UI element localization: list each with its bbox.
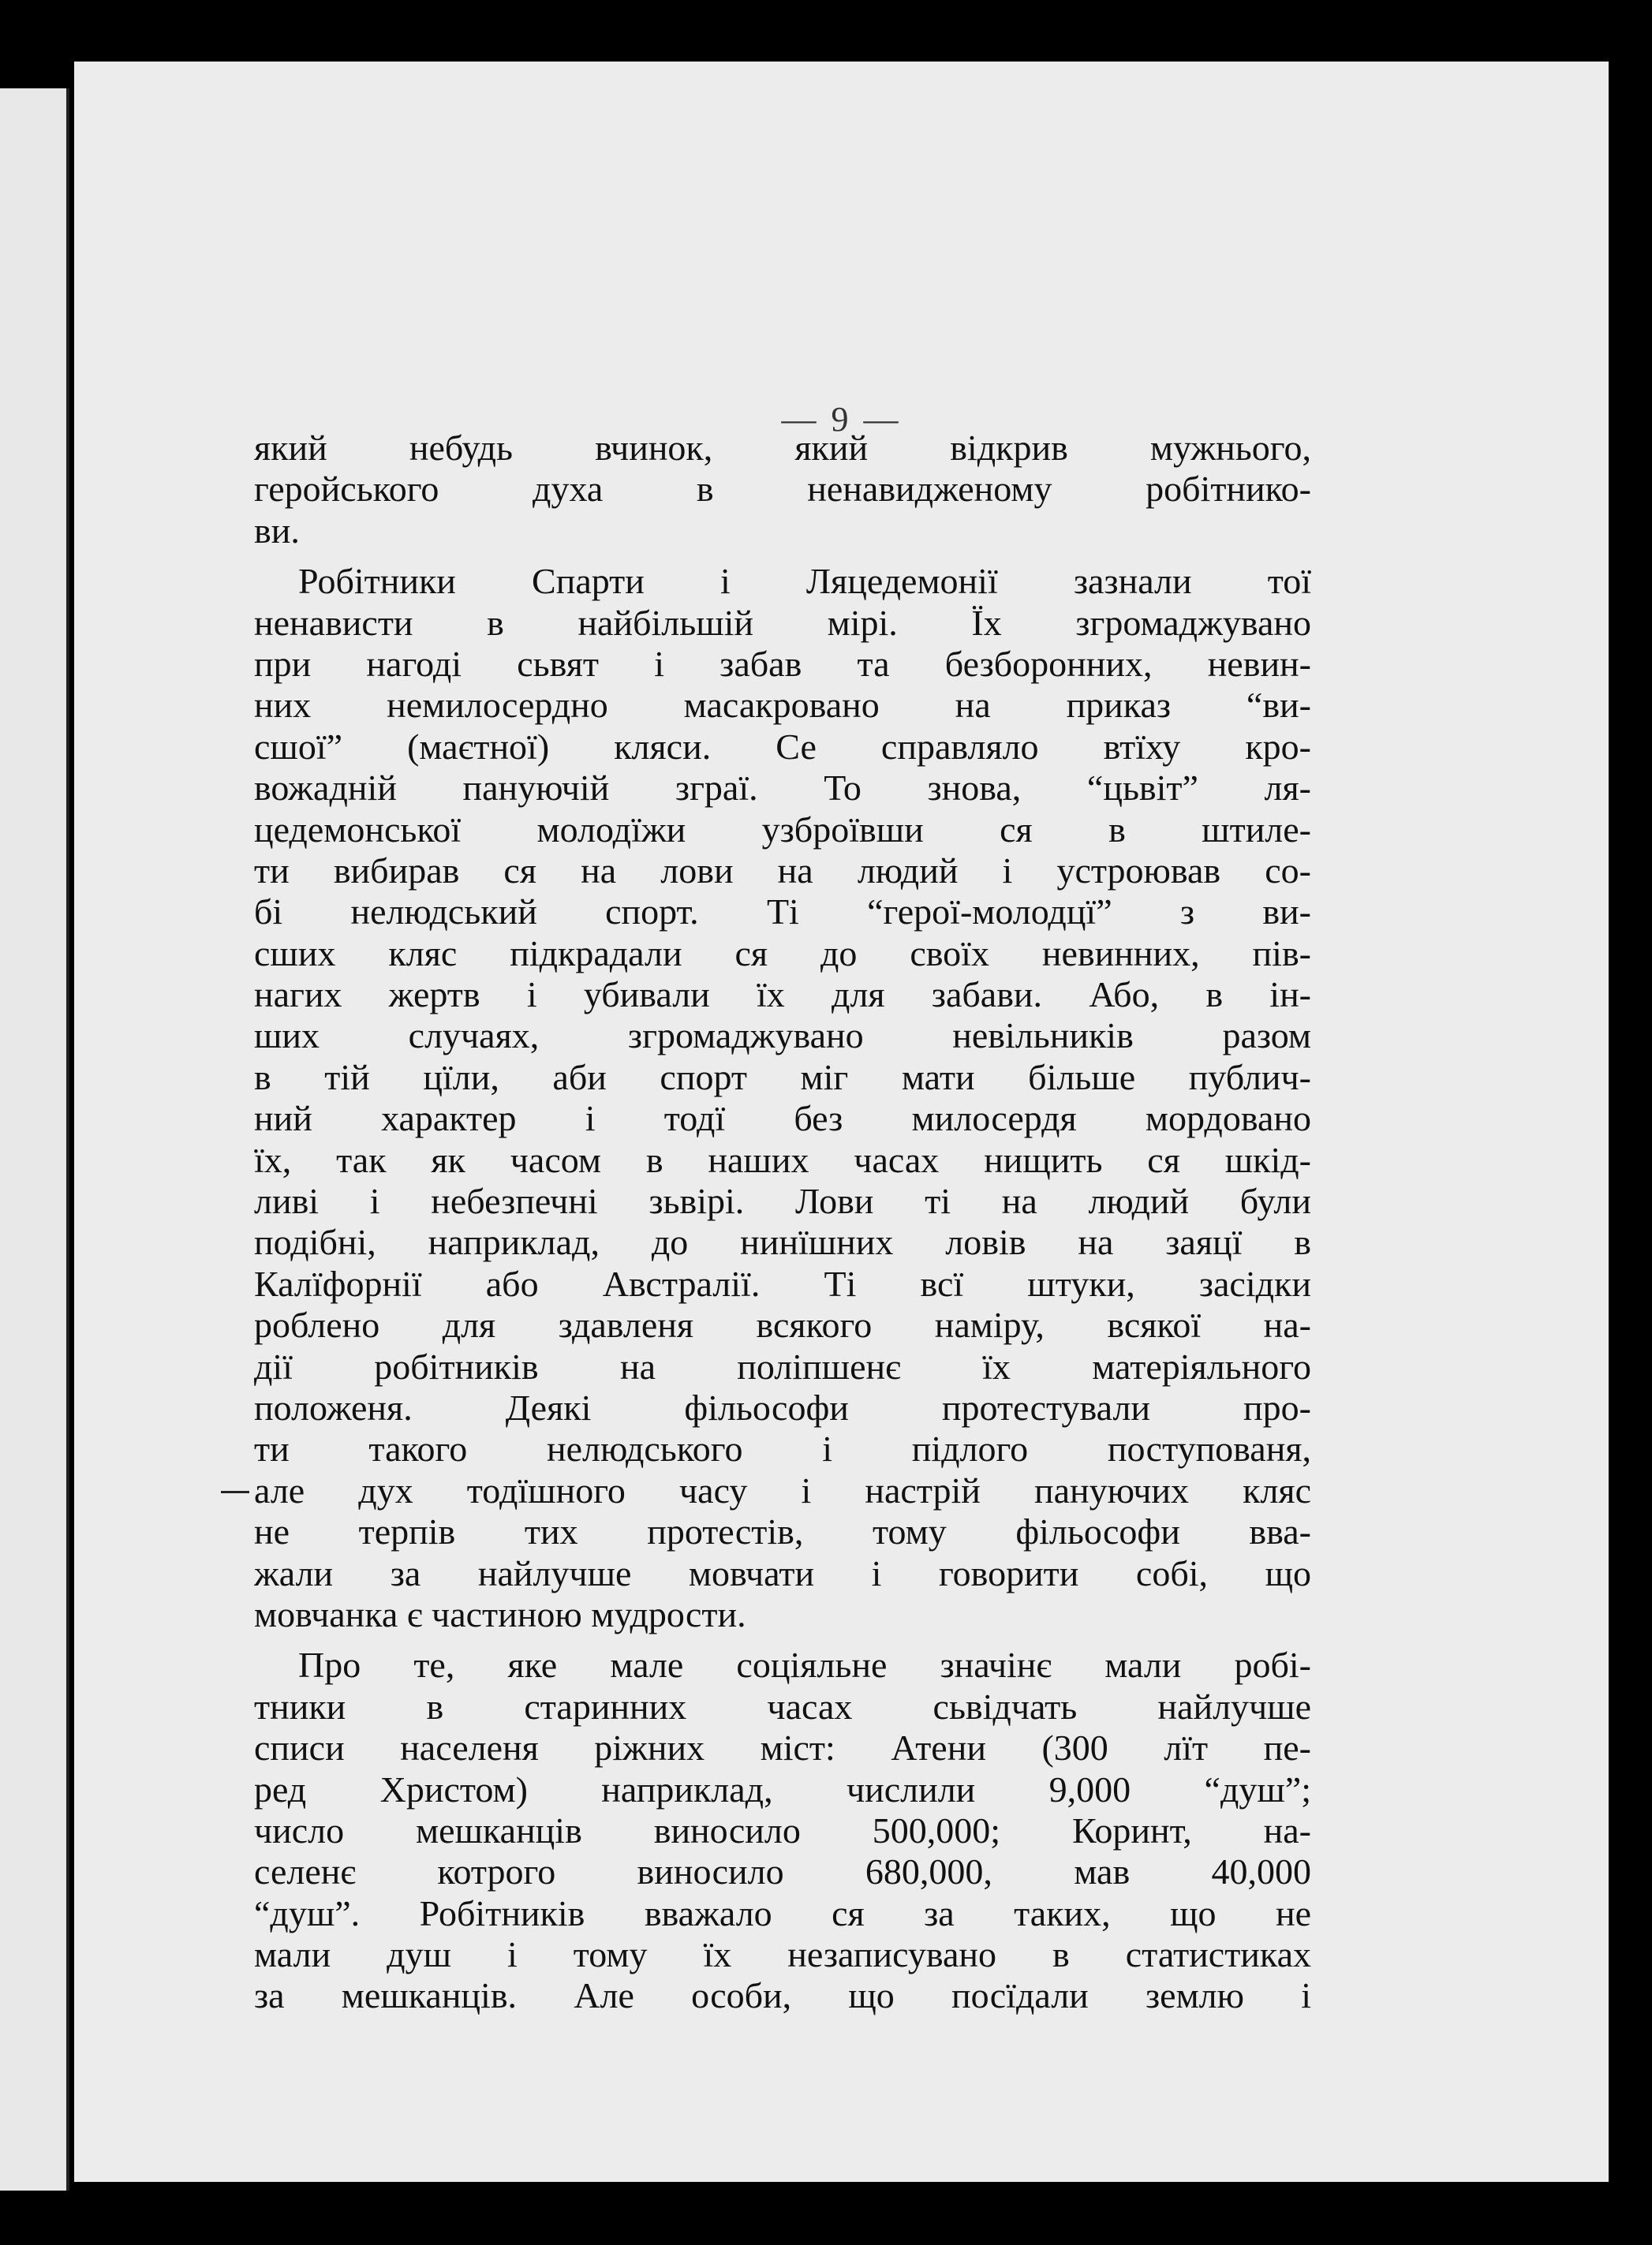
paragraph-gap (254, 1635, 1311, 1645)
text-line: них немилосердно масакровано на приказ “ви- (254, 685, 1311, 726)
text-line: ний характер і тодї без милосердя мордовано (254, 1098, 1311, 1139)
text-line: списи населеня ріжних міст: Атени (300 лїт пе- (254, 1728, 1311, 1769)
paragraph-gap (254, 551, 1311, 561)
text-line: Про те, яке мале соціяльне значінє мали робі- (298, 1645, 1311, 1686)
text-line: селенє котрого виносило 680,000, мав 40,000 (254, 1851, 1311, 1892)
text-line: сших кляс підкрадали ся до своїх невинних, пів- (254, 932, 1311, 973)
text-line: за мешканців. Але особи, що посїдали землю і (254, 1975, 1311, 2016)
text-line: “душ”. Робітників вважало ся за таких, що не (254, 1892, 1311, 1933)
text-line: при нагоді сьвят і забав та безборонних, невин- (254, 643, 1311, 684)
page-body-text (254, 428, 1311, 2017)
text-line: положеня. Деякі фільософи протестували про- (254, 1387, 1311, 1428)
text-line: ти вибирав ся на лови на людий і устроював со- (254, 850, 1311, 891)
text-line: ти такого нелюдського і підлого поступованя, (254, 1429, 1311, 1470)
text-line: ненависти в найбільшій мірі. Їх згромаджувано (254, 602, 1311, 643)
text-line: Калїфорнії або Австралії. Ті всї штуки, засідки (254, 1263, 1311, 1304)
previous-page-edge (0, 88, 69, 2191)
text-line: мали душ і тому їх незаписувано в статистиках (254, 1934, 1311, 1975)
text-line: подібні, наприклад, до нинїшних ловів на заяцї в (254, 1222, 1311, 1263)
text-line: ших случаях, згромаджувано невільників разом (254, 1015, 1311, 1056)
text-line: цедемонської молодїжи узброївши ся в штиле- (254, 809, 1311, 850)
text-line: Робітники Спарти і Ляцедемонії зазнали тої (298, 561, 1311, 602)
text-line: жали за найлучше мовчати і говорити собі, що (254, 1552, 1311, 1593)
text-line: сшої” (маєтної) кляси. Се справляло втїху кро- (254, 726, 1311, 767)
text-line: роблено для здавленя всякого наміру, всякої на- (254, 1305, 1311, 1346)
text-line: мовчанка є частиною мудрости. (254, 1593, 746, 1634)
text-line: геройського духа в ненавидженому робітнико- (254, 469, 1311, 510)
page-number: — 9 — (781, 400, 902, 439)
text-line: ред Христом) наприклад, числили 9,000 “душ”; (254, 1769, 1311, 1810)
text-line: нагих жертв і убивали їх для забави. Або, в ін- (254, 974, 1311, 1015)
text-line: ливі і небезпечні зьвірі. Лови ті на людий були (254, 1181, 1311, 1222)
text-line: в тій цїли, аби спорт міг мати більше публич- (254, 1056, 1311, 1097)
text-line: вожадній пануючій зграї. То знова, “цьвіт” ля- (254, 768, 1311, 809)
text-line: тники в старинних часах сьвідчать найлучше (254, 1686, 1311, 1727)
text-line: але дух тодїшного часу і настрій пануючих кляс (254, 1470, 1311, 1511)
text-line: який небудь вчинок, який відкрив мужнього, (254, 428, 1311, 468)
text-line: бі нелюдський спорт. Ті “герої-молодцї” з ви- (254, 891, 1311, 932)
margin-mark (221, 1491, 249, 1493)
text-line: ви. (254, 510, 300, 551)
text-line: їх, так як часом в наших часах нищить ся шкід- (254, 1139, 1311, 1180)
text-line: число мешканців виносило 500,000; Коринт, на- (254, 1810, 1311, 1851)
text-line: дії робітників на поліпшенє їх матеріяльного (254, 1346, 1311, 1387)
text-line: не терпів тих протестів, тому фільософи вва- (254, 1511, 1311, 1552)
